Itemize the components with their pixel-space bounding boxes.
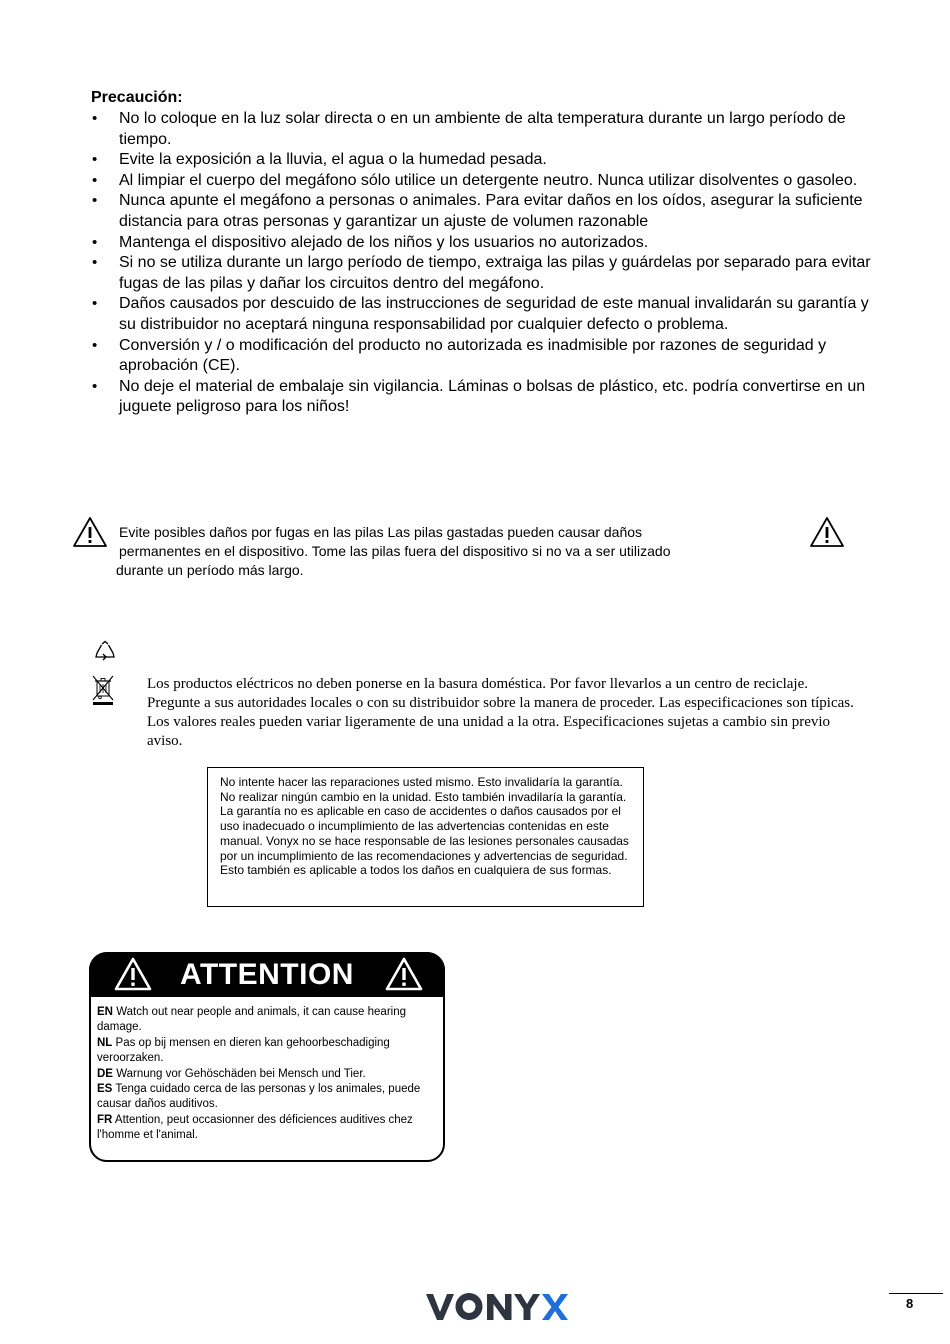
caution-item: • Evite la exposición a la lluvia, el agua o la humedad pesada. (91, 150, 871, 171)
caution-section (91, 88, 871, 418)
attention-line-de: DE Warnung vor Gehöschäden bei Mensch und Tier. (97, 1067, 366, 1080)
recycle-icon (94, 640, 116, 662)
attention-line-es: ES Tenga cuidado cerca de las personas y los animales, puede causar daños auditivos. (97, 1083, 421, 1111)
page-number: 8 (906, 1296, 914, 1311)
battery-warning-line: permanentes en el dispositivo. Tome las pilas fuera del dispositivo si no va a ser utilizado (119, 543, 671, 559)
weee-bin-icon (91, 675, 115, 707)
attention-body (97, 1005, 441, 1144)
caution-item: • No deje el material de embalaje sin vigilancia. Láminas o bolsas de plástico, etc. podría convertirse en un juguete peligroso para los niños! (91, 377, 871, 418)
repair-notice-box: No intente hacer las reparaciones usted mismo. Esto invalidaría la garantía. No realizar ningún cambio en la unidad. Esto también invadilaría la garantía. La garantía no es aplicable en caso de accidentes o daños causados por el uso inadecuado o incumplimiento de las advertencias contenidas en este manual. Vonyx no se hace responsable de las lesiones personales causadas por un incumplimiento de las recomendaciones y advertencias de seguridad. Esto también es aplicable a todos los daños en cualquiera de sus formas. (207, 767, 644, 907)
caution-item: • No lo coloque en la luz solar directa o en un ambiente de alta temperatura durante un largo período de tiempo. (91, 109, 871, 150)
attention-line-nl: NL Pas op bij mensen en dieren kan gehoorbeschadiging veroorzaken. (97, 1036, 390, 1065)
page-number-rule (889, 1293, 943, 1294)
battery-warning-text (116, 523, 779, 580)
caution-item: • Nunca apunte el megáfono a personas o animales. Para evitar daños en los oídos, asegurar la suficiente distancia para otras personas y garantizar un ajuste de volumen razonable (91, 191, 871, 232)
battery-warning (72, 516, 872, 586)
caution-item: • Conversión y / o modificación del producto no autorizada es inadmisible por razones de seguridad y aprobación (CE). (91, 336, 871, 377)
caution-list (91, 109, 871, 418)
attention-label (89, 952, 445, 1162)
warning-triangle-icon (72, 516, 108, 548)
caution-title: Precaución: (91, 89, 183, 106)
caution-item: • Daños causados por descuido de las instrucciones de seguridad de este manual invalidarán su garantía y su distribuidor no aceptará ninguna responsabilidad por cualquier defecto o problema. (91, 294, 871, 335)
battery-warning-line: Evite posibles daños por fugas en las pilas Las pilas gastadas pueden causar daños (119, 524, 643, 540)
battery-warning-line: durante un período más largo. (116, 562, 304, 578)
vonyx-logo (426, 1292, 570, 1322)
warning-triangle-icon (809, 516, 845, 548)
attention-line-fr: FR Attention, peut occasionner des déficiences auditives chez l'homme et l'animal. (97, 1113, 413, 1142)
disposal-notice: Los productos eléctricos no deben ponerse en la basura doméstica. Por favor llevarlos a un centro de reciclaje. Pregunte a sus autoridades locales o con su distribuidor sobre la manera de proceder. Las especificaciones son típicas. Los valores reales pueden variar ligeramente de una unidad a la otra. Especificaciones sujetas a cambio sin previo aviso. (147, 676, 854, 749)
attention-line-en: EN Watch out near people and animals, it can cause hearing damage. (97, 1006, 406, 1034)
caution-item: • Si no se utiliza durante un largo período de tiempo, extraiga las pilas y guárdelas por separado para evitar fugas de las pilas y dañar los circuitos dentro del megáfono. (91, 253, 871, 294)
caution-item: • Mantenga el dispositivo alejado de los niños y los usuarios no autorizados. (91, 233, 871, 254)
caution-item: • Al limpiar el cuerpo del megáfono sólo utilice un detergente neutro. Nunca utilizar disolventes o gasoleo. (91, 171, 871, 192)
attention-title: ATTENTION (180, 958, 354, 991)
